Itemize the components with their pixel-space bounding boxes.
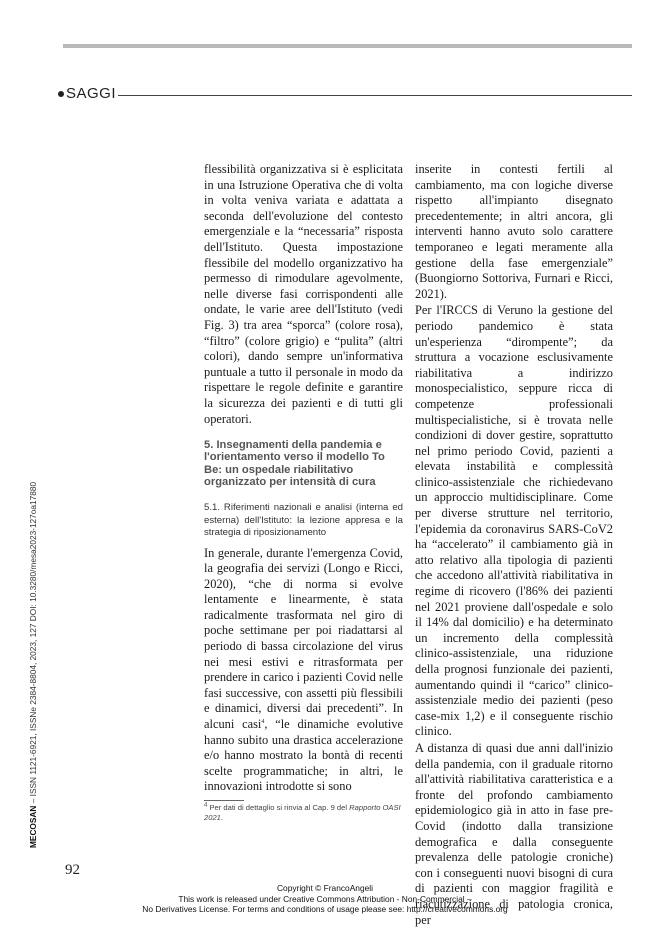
- paragraph-text: In generale, durante l'emergenza Covid, la geografia dei servizi (Longo e Ricci, 2020), “che di norma si evolve lentamente e linearmente, è stata radicalmente trasformata nel giro di poche settimane per poi riadattarsi al periodo di bassa circolazione del virus nei mesi estivi e ritrasformata per prendere in carico i pazienti Covid nelle fasi successive, con assetti più flessibili e dinamici, diversi dai precedenti”. In alcuni casi: [204, 545, 403, 732]
- right-paragraph-3: A distanza di quasi due anni dall'inizio della pandemia, con il graduale ritorno all'attività riabilitativa caratteristica e a fronte del profondo cambiamento epidemiologico già in atto in fase pre-Covid (indotto dalla transizione demografica e dalla conseguente prevalenza delle patologie croniche) con i conseguenti nuovi bisogni di cura di pazienti con maggior fragilità e riacutizzazione di patologia cronica, per: [415, 740, 613, 927]
- footnote-italic: Rapporto OASI 2021: [204, 803, 401, 822]
- journal-citation-sidebar: [28, 403, 38, 848]
- footnote-number: 4: [204, 802, 208, 809]
- footnote-rule: [204, 800, 244, 801]
- paragraph-text-continued: , “le dinamiche evolutive hanno subito una drastica accelerazione e/o hanno mostrato la bontà di recenti scelte programmatiche; in altri, le innovazioni introdotte si sono: [204, 717, 403, 794]
- left-paragraph-2: [204, 546, 403, 796]
- copyright-line-3: No Derivatives License. For terms and conditions of usage please see: http://creativecommons.org: [142, 904, 508, 915]
- right-paragraph-1: inserite in contesti fertili al cambiamento, ma con logiche diverse rispetto all'impianto disegnato precedentemente; in altri ancora, gli interventi hanno avuto solo carattere temporaneo e legati meramente alla gestione della fase emergenziale” (Buongiorno Sottoriva, Furnari e Ricci, 2021).: [415, 162, 613, 301]
- top-rule: [63, 44, 632, 48]
- footnote-text: Per dati di dettaglio si rinvia al Cap. 9 del: [207, 803, 350, 812]
- copyright-line-1: Copyright © FrancoAngeli: [276, 883, 373, 893]
- journal-name: MECOSAN: [28, 805, 38, 848]
- footnote: [204, 803, 403, 822]
- right-column: [415, 162, 613, 928]
- section-bullet-icon: [58, 91, 64, 97]
- left-paragraph-1: flessibilità organizzativa si è esplicitata in una Istruzione Operativa che di volta in volta veniva variata e adattata a seconda dell'evoluzione del contesto emergenziale e la “necessaria” risposta dell'Istituto. Questa impostazione flessibile del modello organizzativo ha permesso di rimodulare agevolmente, nelle diverse fasi corrispondenti alle ondate, le varie aree dell'Istituto (vedi Fig. 3) tra area “sporca” (colore rosa), “filtro” (colore grigio) e “pulita” (altri colori), dando sempre un'informativa puntuale a tutto il personale in modo da rispettare le regole definite e garantire la sicurezza dei pazienti e di tutti gli operatori.: [204, 162, 403, 426]
- section-label: SAGGI: [66, 85, 117, 102]
- journal-citation: – ISSN 1121-6921, ISSNe 2384-8804, 2023, 127 DOI: 10.3280/mesa2023-127oa17880: [28, 481, 38, 806]
- footnote-reference[interactable]: 4: [261, 718, 265, 725]
- section-rule: [118, 95, 632, 96]
- copyright-line-2: This work is released under Creative Commons Attribution - Non-Commercial –: [178, 893, 472, 904]
- right-paragraph-2: Per l'IRCCS di Veruno la gestione del periodo pandemico è stata un'esperienza “dirompente”; da struttura a vocazione esclusivamente riabilitativa a indirizzo monospecialistico, seppure ricca di competenze professionali multispecialistiche, si è trovata nelle condizioni di dover gestire, soprattutto nel primo periodo Covid, pazienti a elevata instabilità e complessità clinico-assistenziale che richiedevano un approccio multidisciplinare. Come per diverse strutture nel territorio, l'epidemia da coronavirus SARS-CoV2 ha “accelerato” il cambiamento già in atto relativo alla tipologia di pazienti che accedono all'attività riabilitativa in regime di ricovero (l'86% dei pazienti nel 2021 proviene dall'ospedale e solo il 14% dal domicilio) e ha determinato un incremento della complessità clinico-assistenziale, una riduzione della prognosi funzionale dei pazienti, aumentando quindi il “carico” clinico-assistenziale medio dei pazienti (peso case-mix 1,2) e il conseguente rischio clinico.: [415, 303, 613, 739]
- left-column: [204, 162, 403, 795]
- section-heading: 5. Insegnamenti della pandemia e l'orientamento verso il modello To Be: un ospedale riabilitativo organizzato per intensità di cura: [204, 439, 385, 488]
- page-number: 92: [65, 862, 80, 878]
- copyright-notice: [0, 883, 650, 915]
- subsection-heading: 5.1. Riferimenti nazionali e analisi (interna ed esterna) dell'Istituto: la lezione appresa e la strategia di riposizionamento: [204, 502, 403, 539]
- footnote-text-end: .: [220, 812, 224, 822]
